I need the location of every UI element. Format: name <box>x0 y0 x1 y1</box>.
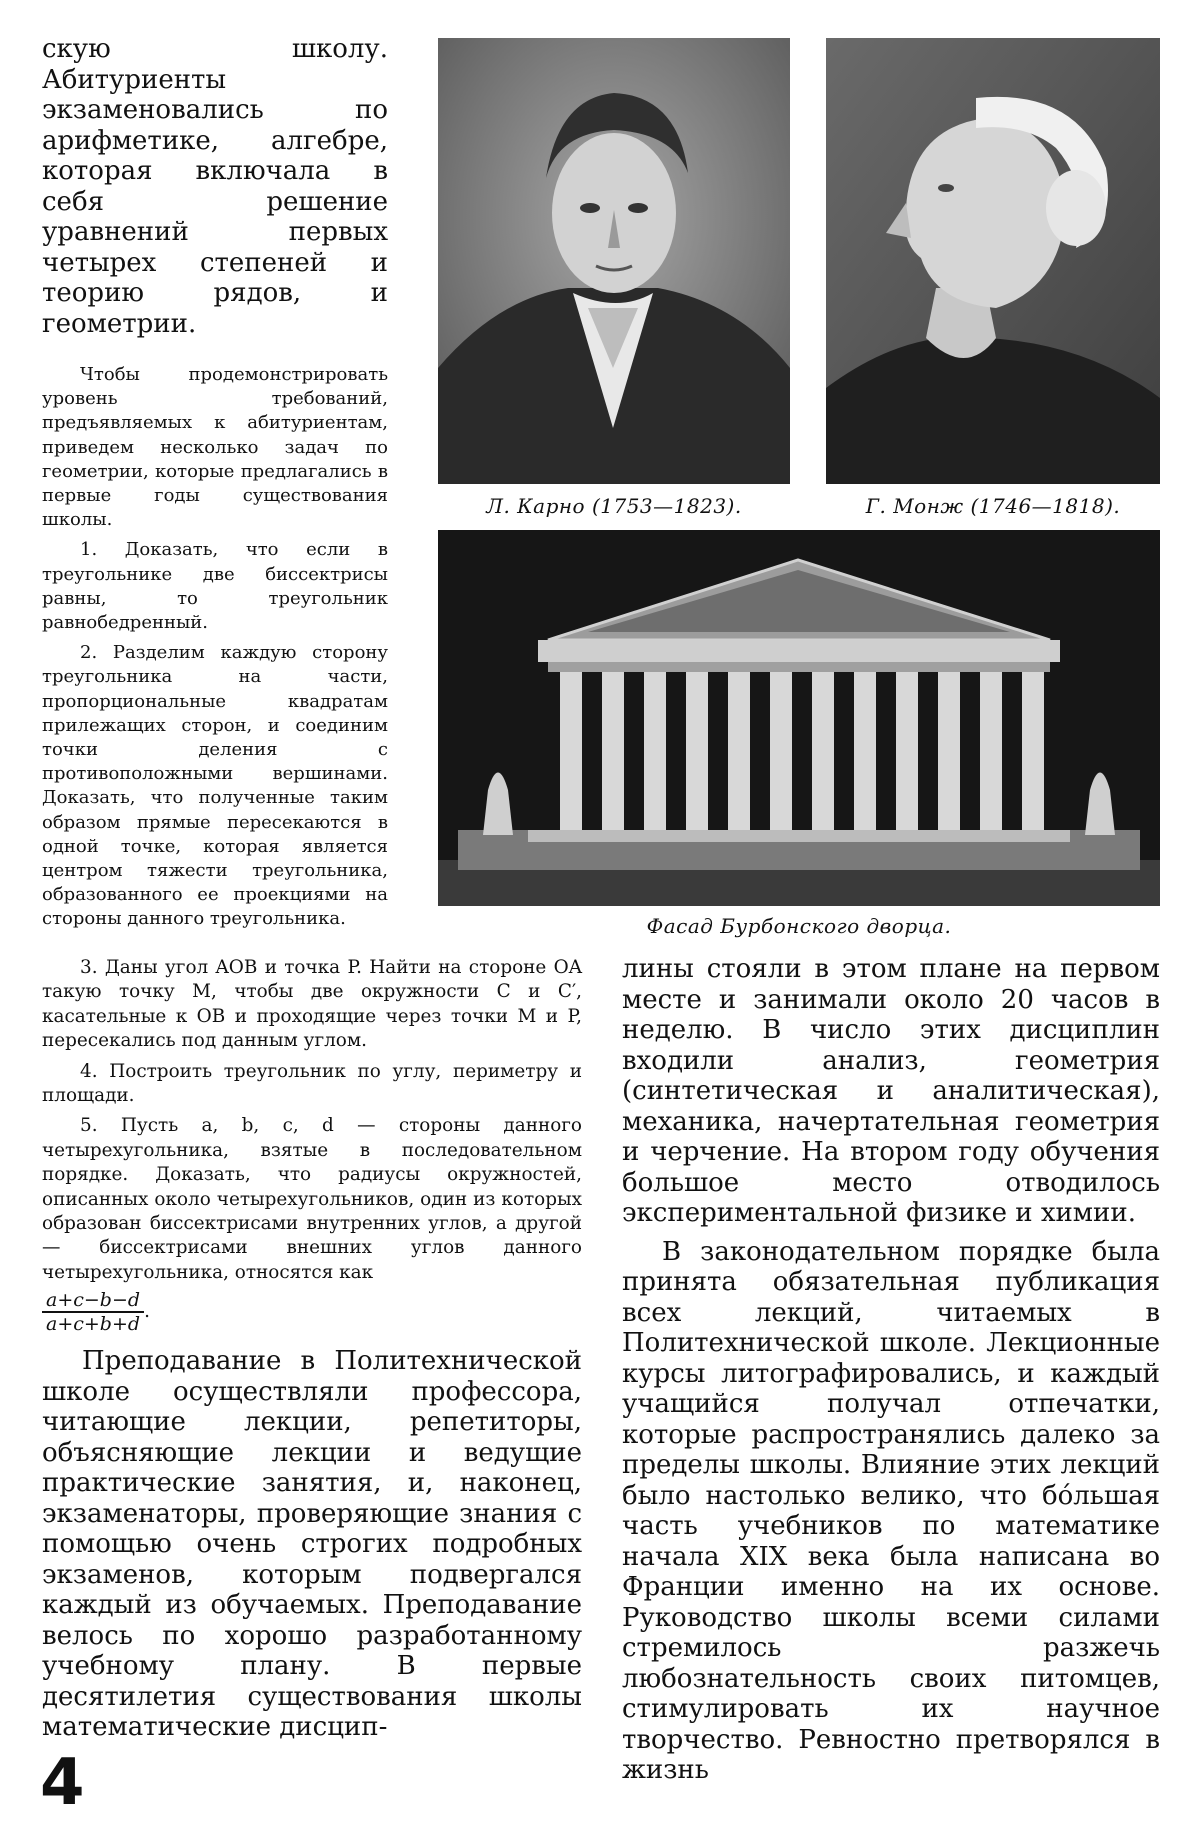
page-number: 4 <box>40 1746 85 1820</box>
top-left-column <box>42 34 388 932</box>
problem-3: 3. Даны угол AOB и точка P. Найти на стороне OA такую точку M, чтобы две окружности C и C′, касательные к OB и проходящие через точки M и P, пересекались под данным углом. <box>42 957 582 1052</box>
ratio-fraction <box>42 1289 582 1335</box>
problems-3-5 <box>42 956 582 1335</box>
left-main-column <box>42 1346 582 1743</box>
continuation-paragraph: скую школу. Абитуриенты экзаменовались по арифметике, алгебре, которая включала в себя решение уравнений первых четырех степеней и теорию рядов, и геометрии. <box>42 34 388 339</box>
problem-2: 2. Разделим каждую сторону треугольника на части, пропорциональные квадратам прилежащих сторон, и соединим точки деления с противоположными вершинами. Доказать, что полученные таким образом прямые пересекаются в одной точке, которая является центром тяжести треугольника, образованного ее проекциями на стороны данного треугольника. <box>42 642 388 930</box>
problem-5: 5. Пусть a, b, c, d — стороны данного четырехугольника, взятые в последовательном порядке. Доказать, что радиусы окружностей, описанных около четырехугольников, один из которых образован биссектрисами внутренних углов, а другой — биссектрисами внешних углов данного четырехугольника, относятся как <box>42 1115 582 1283</box>
problems-intro-block <box>42 363 388 932</box>
teaching-paragraph: Преподавание в Политехнической школе осуществляли профессора, читающие лекции, репетиторы, объясняющие лекции и ведущие практические занятия, и, наконец, экзаменаторы, проверяющие знания с помощью очень строгих подробных экзаменов, которым подвергался каждый из обучаемых. Преподавание велось по хорошо разработанному учебному плану. В первые десятилетия существования школы математические дисцип- <box>42 1346 582 1742</box>
carnot-caption: Л. Карно (1753—1823). <box>486 494 742 518</box>
fraction-numerator: a+c−b−d <box>42 1289 144 1313</box>
bourbon-palace-photo <box>438 530 1160 906</box>
problem-1: 1. Доказать, что если в треугольнике две биссектрисы равны, то треугольник равнобедренный. <box>42 539 388 634</box>
fraction-period: . <box>144 1301 150 1323</box>
lectures-paragraph: В законодательном порядке была принята обязательная публикация всех лекций, читаемых в Политехнической школе. Лекционные курсы литографировались, и каждый учащийся получал отпечатки, которые распространялись далеко за пределы школы. Влияние этих лекций было настолько велико, что бо́льшая часть учебников по математике начала XIX века была написана во Франции именно на их основе. Руководство школы всеми силами стремилось разжечь любознательность своих питомцев, стимулировать их научное творчество. Ревностно претворялся в жизнь <box>622 1236 1160 1785</box>
palace-caption: Фасад Бурбонского дворца. <box>646 914 952 938</box>
ratio-fraction-body <box>42 1289 144 1335</box>
problems-intro: Чтобы продемонстрировать уровень требований, предъявляемых к абитуриентам, приведем несколько задач по геометрии, которые предлагались в первые годы существования школы. <box>42 364 388 531</box>
fraction-denominator: a+c+b+d <box>46 1313 141 1336</box>
monge-portrait <box>826 38 1160 484</box>
curriculum-paragraph: лины стояли в этом плане на первом месте и занимали около 20 часов в неделю. В число этих дисциплин входили анализ, геометрия (синтетическая и аналитическая), механика, начертательная геометрия и черчение. На втором году обучения большое место отводилось экспериментальной физике и химии. <box>622 954 1160 1228</box>
right-main-column <box>622 954 1160 1786</box>
problem-4: 4. Построить треугольник по углу, периметру и площади. <box>42 1060 582 1107</box>
monge-caption: Г. Монж (1746—1818). <box>865 494 1121 518</box>
carnot-portrait <box>438 38 790 484</box>
